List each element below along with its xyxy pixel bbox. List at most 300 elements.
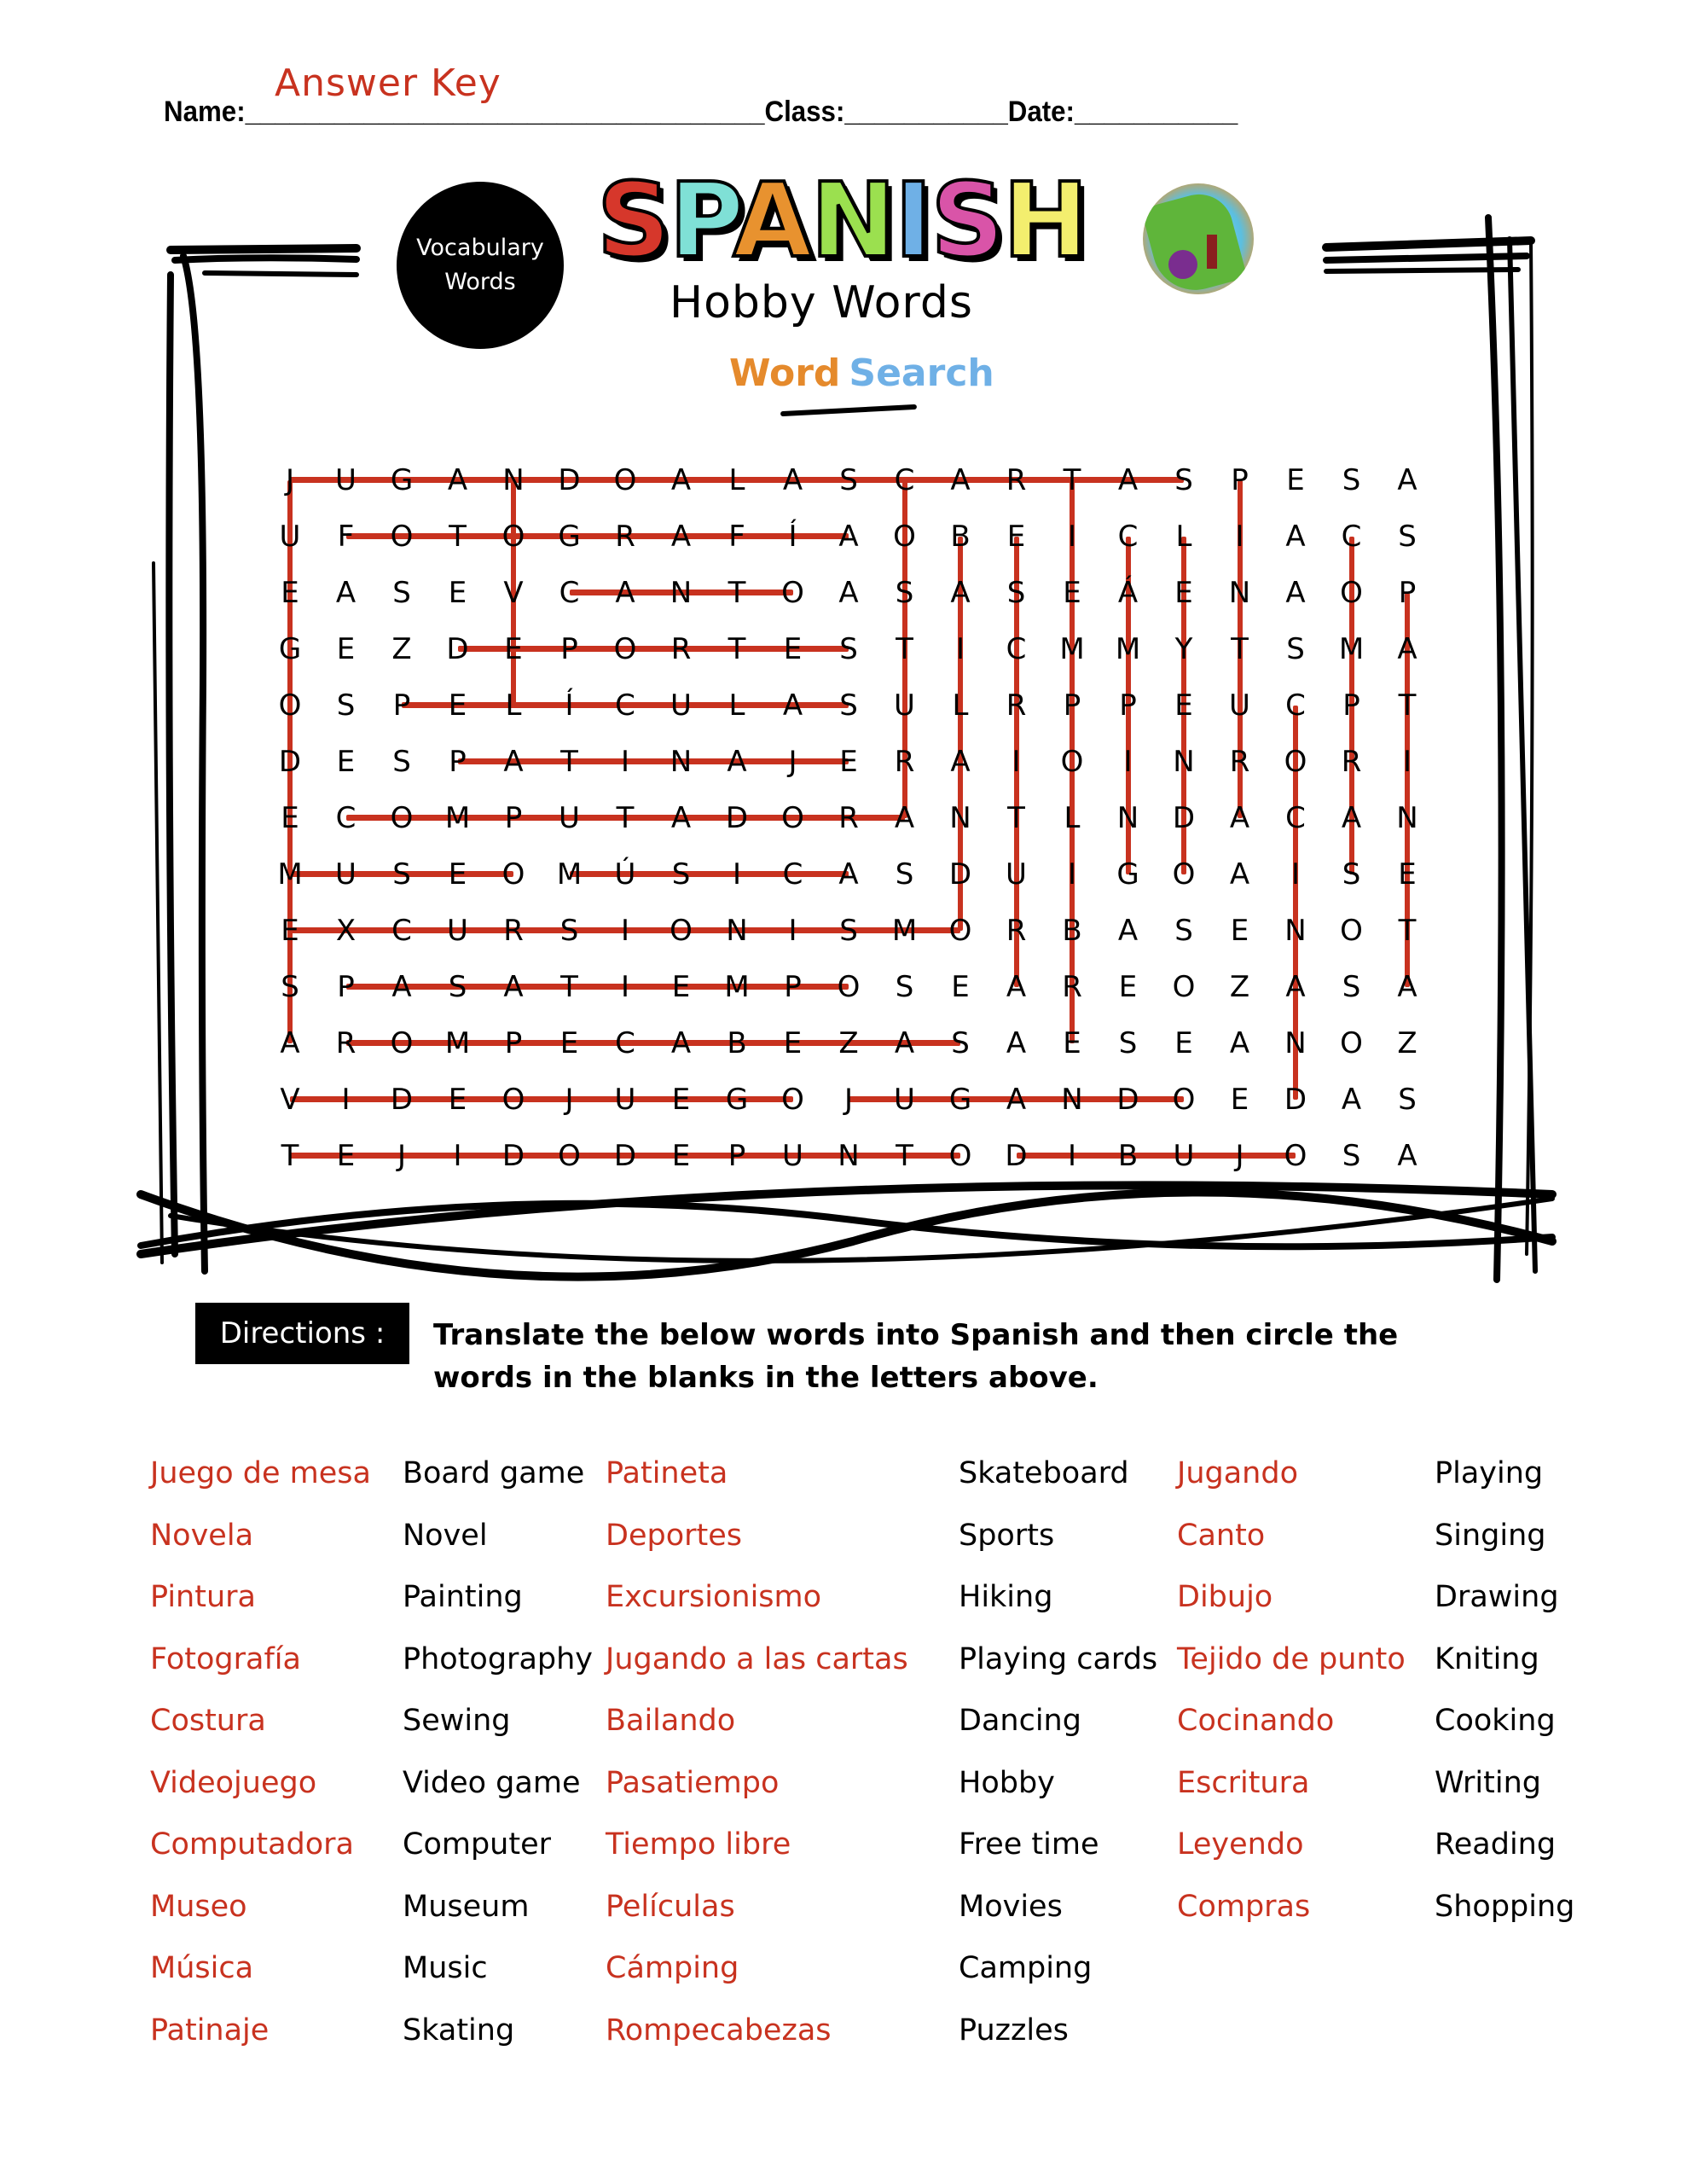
- directions-label: Directions :: [195, 1303, 409, 1364]
- english-word: Singing: [1435, 1518, 1546, 1553]
- grid-letter: P: [337, 970, 355, 1004]
- grid-letter: C: [335, 801, 357, 835]
- english-word: Novel: [403, 1518, 488, 1553]
- grid-letter: E: [448, 1083, 467, 1117]
- grid-letter: C: [559, 576, 580, 610]
- grid-letter: S: [1174, 914, 1193, 948]
- grid-letter: O: [390, 520, 414, 554]
- title-letter: P: [669, 162, 733, 281]
- grid-letter: U: [335, 463, 357, 497]
- grid-letter: A: [1285, 970, 1306, 1004]
- grid-letter: A: [1117, 463, 1139, 497]
- english-word: Playing: [1435, 1456, 1544, 1490]
- grid-letter: U: [894, 1083, 915, 1117]
- grid-letter: A: [727, 745, 747, 779]
- grid-letter: P: [1342, 688, 1360, 723]
- grid-letter: L: [952, 688, 969, 723]
- english-word: Board game: [403, 1456, 585, 1490]
- grid-letter: A: [950, 576, 971, 610]
- grid-letter: A: [894, 1026, 915, 1060]
- grid-letter: D: [1284, 1083, 1307, 1117]
- grid-letter: N: [1284, 1026, 1307, 1060]
- grid-letter: C: [615, 688, 635, 723]
- grid-letter: X: [335, 914, 357, 948]
- grid-letter: S: [1398, 1083, 1417, 1117]
- grid-letter: O: [1060, 745, 1084, 779]
- grid-letter: E: [281, 576, 299, 610]
- english-word: Free time: [959, 1827, 1099, 1862]
- grid-letter: O: [1172, 857, 1196, 892]
- grid-letter: E: [783, 632, 803, 666]
- search-text: Search: [849, 351, 994, 395]
- spanish-word: Museo: [150, 1889, 247, 1924]
- grid-letter: E: [1006, 520, 1026, 554]
- grid-letter: E: [951, 970, 970, 1004]
- english-word: Movies: [959, 1889, 1063, 1924]
- grid-letter: J: [1235, 1139, 1244, 1173]
- grid-letter: S: [671, 857, 691, 892]
- grid-letter: A: [1117, 914, 1139, 948]
- grid-letter: A: [1229, 1026, 1250, 1060]
- grid-letter: G: [948, 1083, 972, 1117]
- grid-letter: E: [839, 745, 858, 779]
- grid-letter: J: [285, 463, 295, 497]
- grid-letter: S: [1342, 970, 1361, 1004]
- spanish-word: Pintura: [150, 1580, 256, 1614]
- name-class-date-line: Name:___________________________________Class:___________Date:___________: [164, 96, 1238, 128]
- grid-letter: O: [1340, 914, 1363, 948]
- grid-letter: O: [390, 801, 414, 835]
- grid-letter: S: [1342, 463, 1361, 497]
- spanish-word: Canto: [1177, 1518, 1266, 1553]
- english-word: Drawing: [1435, 1580, 1559, 1614]
- grid-letter: R: [838, 801, 859, 835]
- grid-letter: M: [1115, 632, 1141, 666]
- grid-letter: E: [671, 970, 691, 1004]
- grid-letter: T: [1398, 914, 1417, 948]
- grid-letter: I: [1012, 745, 1021, 779]
- grid-letter: I: [1290, 857, 1301, 892]
- grid-letter: T: [281, 1139, 299, 1173]
- grid-letter: U: [1173, 1139, 1195, 1173]
- grid-letter: S: [951, 1026, 970, 1060]
- grid-letter: I: [620, 745, 630, 779]
- grid-letter: S: [1174, 463, 1193, 497]
- grid-letter: M: [556, 857, 583, 892]
- grid-letter: S: [1286, 632, 1305, 666]
- grid-letter: A: [1397, 970, 1417, 1004]
- grid-letter: T: [896, 1139, 913, 1173]
- grid-letter: Z: [838, 1026, 859, 1060]
- english-word: Sports: [959, 1518, 1055, 1553]
- grid-letter: E: [559, 1026, 579, 1060]
- grid-letter: J: [565, 1083, 574, 1117]
- title-letter: H: [1002, 162, 1087, 281]
- spanish-word: Deportes: [606, 1518, 742, 1553]
- title-letter: S: [597, 162, 670, 281]
- grid-letter: O: [670, 914, 693, 948]
- grid-letter: E: [1286, 463, 1305, 497]
- english-word: Camping: [959, 1951, 1093, 1985]
- grid-letter: A: [503, 970, 524, 1004]
- grid-letter: E: [281, 801, 299, 835]
- grid-letter: P: [504, 1026, 523, 1060]
- grid-letter: T: [616, 801, 635, 835]
- spanish-word: Tejido de punto: [1177, 1641, 1406, 1676]
- grid-letter: S: [839, 914, 858, 948]
- english-word: Sewing: [403, 1704, 511, 1738]
- grid-letter: N: [1228, 576, 1251, 610]
- english-word: Puzzles: [959, 2013, 1069, 2048]
- grid-letter: A: [838, 857, 859, 892]
- grid-letter: A: [1397, 1139, 1417, 1173]
- spanish-word: Jugando a las cartas: [606, 1641, 908, 1676]
- spanish-word: Cámping: [606, 1951, 739, 1985]
- grid-letter: O: [613, 632, 637, 666]
- english-word: Video game: [403, 1765, 581, 1800]
- grid-letter: M: [444, 1026, 471, 1060]
- grid-letter: A: [280, 1026, 300, 1060]
- grid-letter: D: [948, 857, 972, 892]
- english-word: Skating: [403, 2013, 515, 2048]
- grid-letter: C: [391, 914, 412, 948]
- grid-letter: O: [390, 1026, 414, 1060]
- grid-letter: G: [1116, 857, 1139, 892]
- grid-letter: E: [1063, 1026, 1081, 1060]
- grid-letter: S: [559, 914, 579, 948]
- english-word: Photography: [403, 1641, 594, 1676]
- grid-letter: I: [620, 914, 630, 948]
- grid-letter: O: [893, 520, 916, 554]
- grid-letter: I: [1067, 1139, 1077, 1173]
- grid-letter: C: [894, 463, 915, 497]
- grid-letter: A: [782, 688, 803, 723]
- grid-letter: R: [1006, 688, 1027, 723]
- grid-letter: D: [390, 1083, 414, 1117]
- grid-letter: N: [949, 801, 971, 835]
- grid-letter: D: [558, 463, 581, 497]
- grid-letter: S: [1118, 1026, 1138, 1060]
- grid-letter: S: [895, 857, 914, 892]
- grid-letter: L: [1175, 520, 1192, 554]
- grid-letter: P: [1231, 463, 1249, 497]
- spanish-word: Fotografía: [150, 1641, 301, 1676]
- grid-letter: U: [1229, 688, 1250, 723]
- grid-letter: S: [1342, 1139, 1361, 1173]
- grid-letter: P: [1119, 688, 1137, 723]
- grid-letter: I: [1402, 745, 1412, 779]
- grid-letter: C: [1285, 688, 1306, 723]
- grid-letter: D: [278, 745, 302, 779]
- english-word: Playing cards: [959, 1641, 1158, 1676]
- grid-letter: C: [615, 1026, 635, 1060]
- grid-letter: A: [950, 463, 971, 497]
- grid-letter: J: [844, 1083, 854, 1117]
- english-word: Cooking: [1435, 1704, 1556, 1738]
- spanish-word: Patinaje: [150, 2013, 270, 2048]
- grid-letter: T: [1231, 632, 1249, 666]
- grid-letter: T: [728, 576, 746, 610]
- grid-letter: N: [1061, 1083, 1083, 1117]
- grid-letter: E: [281, 914, 299, 948]
- grid-letter: U: [670, 688, 692, 723]
- title-letter: I: [894, 162, 931, 281]
- grid-letter: O: [1172, 1083, 1196, 1117]
- grid-letter: Í: [788, 520, 797, 554]
- grid-letter: T: [560, 970, 578, 1004]
- grid-letter: D: [1116, 1083, 1139, 1117]
- grid-letter: E: [671, 1139, 691, 1173]
- grid-letter: R: [894, 745, 915, 779]
- grid-letter: A: [615, 576, 635, 610]
- grid-letter: U: [279, 520, 301, 554]
- grid-letter: L: [728, 463, 745, 497]
- grid-letter: E: [1174, 576, 1193, 610]
- spanish-word: Compras: [1177, 1889, 1311, 1924]
- subtitle: Hobby Words: [670, 277, 973, 328]
- grid-letter: E: [1230, 914, 1249, 948]
- grid-letter: A: [1341, 1083, 1362, 1117]
- grid-letter: E: [783, 1026, 803, 1060]
- grid-letter: A: [670, 1026, 692, 1060]
- grid-letter: A: [1006, 970, 1027, 1004]
- grid-letter: P: [728, 1139, 746, 1173]
- grid-letter: S: [895, 576, 914, 610]
- grid-letter: Ú: [614, 857, 636, 892]
- grid-letter: E: [1118, 970, 1138, 1004]
- spanish-word: Rompecabezas: [606, 2013, 832, 2048]
- grid-letter: U: [782, 1139, 803, 1173]
- spanish-word: Pasatiempo: [606, 1765, 780, 1800]
- grid-letter: A: [1397, 463, 1417, 497]
- title-letter: N: [810, 162, 895, 281]
- grid-letter: R: [1062, 970, 1082, 1004]
- grid-letter: O: [1340, 576, 1363, 610]
- grid-letter: T: [1398, 688, 1417, 723]
- spanish-word: Dibujo: [1177, 1580, 1273, 1614]
- grid-letter: A: [1006, 1083, 1027, 1117]
- grid-letter: D: [446, 632, 469, 666]
- grid-letter: C: [1341, 520, 1362, 554]
- grid-letter: E: [1063, 576, 1081, 610]
- grid-letter: E: [336, 745, 356, 779]
- grid-letter: J: [788, 745, 797, 779]
- grid-letter: N: [1284, 914, 1307, 948]
- grid-letter: A: [1006, 1026, 1027, 1060]
- english-word: Computer: [403, 1827, 551, 1862]
- english-word: Museum: [403, 1889, 530, 1924]
- grid-letter: U: [614, 1083, 636, 1117]
- grid-letter: M: [277, 857, 303, 892]
- grid-letter: S: [1006, 576, 1026, 610]
- grid-letter: A: [1285, 520, 1306, 554]
- grid-letter: I: [788, 914, 797, 948]
- grid-letter: O: [837, 970, 861, 1004]
- grid-letter: O: [501, 857, 525, 892]
- grid-letter: E: [504, 632, 523, 666]
- english-word: Kniting: [1435, 1641, 1539, 1676]
- directions-text: Translate the below words into Spanish and then circle the words in the blanks in the letters above.: [433, 1318, 1399, 1395]
- grid-letter: A: [670, 463, 692, 497]
- grid-letter: O: [1284, 745, 1307, 779]
- grid-letter: C: [782, 857, 803, 892]
- grid-letter: I: [732, 857, 742, 892]
- grid-letter: E: [671, 1083, 691, 1117]
- grid-letter: Z: [1397, 1026, 1417, 1060]
- grid-letter: L: [1064, 801, 1081, 835]
- grid-letter: R: [670, 632, 692, 666]
- grid-letter: T: [1063, 463, 1081, 497]
- grid-letter: M: [444, 801, 471, 835]
- grid-letter: S: [895, 970, 914, 1004]
- grid-letter: T: [728, 632, 746, 666]
- grid-letter: S: [1342, 857, 1361, 892]
- grid-letter: I: [453, 1139, 462, 1173]
- grid-letter: N: [670, 745, 693, 779]
- grid-letter: P: [449, 745, 467, 779]
- spanish-word: Bailando: [606, 1704, 736, 1738]
- spanish-word: Videojuego: [150, 1765, 317, 1800]
- english-word: Reading: [1435, 1827, 1557, 1862]
- grid-letter: V: [503, 576, 524, 610]
- grid-letter: E: [448, 688, 467, 723]
- grid-letter: A: [1229, 857, 1250, 892]
- grid-letter: I: [341, 1083, 351, 1117]
- grid-letter: E: [336, 1139, 356, 1173]
- spanish-word: Leyendo: [1177, 1827, 1304, 1862]
- grid-letter: O: [948, 914, 972, 948]
- grid-letter: F: [728, 520, 745, 554]
- grid-letter: R: [615, 520, 635, 554]
- grid-letter: U: [894, 688, 915, 723]
- grid-letter: S: [448, 970, 467, 1004]
- grid-letter: E: [1174, 1026, 1193, 1060]
- english-word: Hiking: [959, 1580, 1053, 1614]
- grid-letter: U: [1006, 857, 1027, 892]
- answer-key-label: Answer Key: [275, 61, 501, 105]
- grid-letter: S: [336, 688, 356, 723]
- grid-letter: L: [505, 688, 522, 723]
- grid-letter: I: [955, 632, 965, 666]
- english-word: Hobby: [959, 1765, 1055, 1800]
- grid-letter: R: [1229, 745, 1250, 779]
- grid-letter: R: [1341, 745, 1362, 779]
- grid-letter: O: [613, 463, 637, 497]
- spanish-word: Tiempo libre: [606, 1827, 791, 1862]
- grid-letter: A: [838, 520, 859, 554]
- grid-letter: B: [727, 1026, 747, 1060]
- grid-letter: S: [392, 745, 411, 779]
- grid-letter: Í: [565, 688, 574, 723]
- grid-letter: A: [1229, 801, 1250, 835]
- spanish-word: Películas: [606, 1889, 735, 1924]
- grid-letter: D: [613, 1139, 637, 1173]
- badge-line-1: Vocabulary: [416, 235, 544, 261]
- grid-letter: R: [1006, 463, 1027, 497]
- grid-letter: L: [728, 688, 745, 723]
- grid-letter: D: [501, 1139, 525, 1173]
- grid-letter: A: [950, 745, 971, 779]
- grid-letter: O: [781, 801, 804, 835]
- grid-letter: R: [1006, 914, 1027, 948]
- grid-letter: A: [894, 801, 915, 835]
- grid-letter: E: [448, 576, 467, 610]
- english-word: Shopping: [1435, 1889, 1575, 1924]
- word-text: Word: [729, 351, 841, 395]
- spanish-word: Patineta: [606, 1456, 728, 1490]
- grid-letter: E: [336, 632, 356, 666]
- grid-letter: A: [503, 745, 524, 779]
- grid-letter: P: [1398, 576, 1417, 610]
- grid-letter: T: [896, 632, 913, 666]
- grid-letter: O: [558, 1139, 581, 1173]
- grid-letter: P: [504, 801, 523, 835]
- grid-letter: T: [1007, 801, 1025, 835]
- grid-letter: M: [891, 914, 918, 948]
- badge-line-2: Words: [444, 269, 516, 295]
- grid-letter: O: [948, 1139, 972, 1173]
- grid-letter: D: [725, 801, 749, 835]
- grid-letter: P: [560, 632, 578, 666]
- spanish-word: Jugando: [1177, 1456, 1298, 1490]
- grid-letter: M: [724, 970, 750, 1004]
- grid-letter: Á: [1117, 576, 1139, 610]
- spanish-word: Música: [150, 1951, 254, 1985]
- grid-letter: A: [1397, 632, 1417, 666]
- grid-letter: I: [1123, 745, 1133, 779]
- grid-letter: O: [1284, 1139, 1307, 1173]
- title-letter: A: [733, 162, 811, 281]
- grid-letter: A: [447, 463, 468, 497]
- grid-letter: T: [560, 745, 578, 779]
- grid-letter: R: [503, 914, 524, 948]
- english-word: Dancing: [959, 1704, 1081, 1738]
- grid-letter: M: [1338, 632, 1365, 666]
- grid-letter: N: [1173, 745, 1195, 779]
- grid-letter: N: [1116, 801, 1139, 835]
- grid-letter: E: [448, 857, 467, 892]
- grid-letter: Z: [1229, 970, 1250, 1004]
- grid-letter: I: [620, 970, 630, 1004]
- grid-letter: O: [501, 520, 525, 554]
- grid-letter: S: [1398, 520, 1417, 554]
- grid-letter: O: [781, 1083, 804, 1117]
- grid-letter: G: [558, 520, 581, 554]
- grid-letter: D: [1005, 1139, 1028, 1173]
- grid-letter: A: [1341, 801, 1362, 835]
- grid-letter: G: [725, 1083, 749, 1117]
- spanish-word: Cocinando: [1177, 1704, 1335, 1738]
- spanish-word: Escritura: [1177, 1765, 1310, 1800]
- grid-letter: E: [1230, 1083, 1249, 1117]
- grid-letter: N: [670, 576, 693, 610]
- grid-letter: C: [1117, 520, 1139, 554]
- grid-letter: N: [838, 1139, 860, 1173]
- grid-letter: D: [1172, 801, 1196, 835]
- english-word: Music: [403, 1951, 488, 1985]
- grid-letter: E: [1398, 857, 1417, 892]
- grid-letter: A: [335, 576, 357, 610]
- grid-letter: V: [280, 1083, 300, 1117]
- grid-letter: A: [782, 463, 803, 497]
- english-word: Painting: [403, 1580, 523, 1614]
- grid-letter: E: [1174, 688, 1193, 723]
- grid-letter: B: [1062, 914, 1082, 948]
- grid-letter: G: [278, 632, 302, 666]
- grid-letter: S: [839, 688, 858, 723]
- grid-letter: O: [278, 688, 302, 723]
- grid-letter: P: [392, 688, 411, 723]
